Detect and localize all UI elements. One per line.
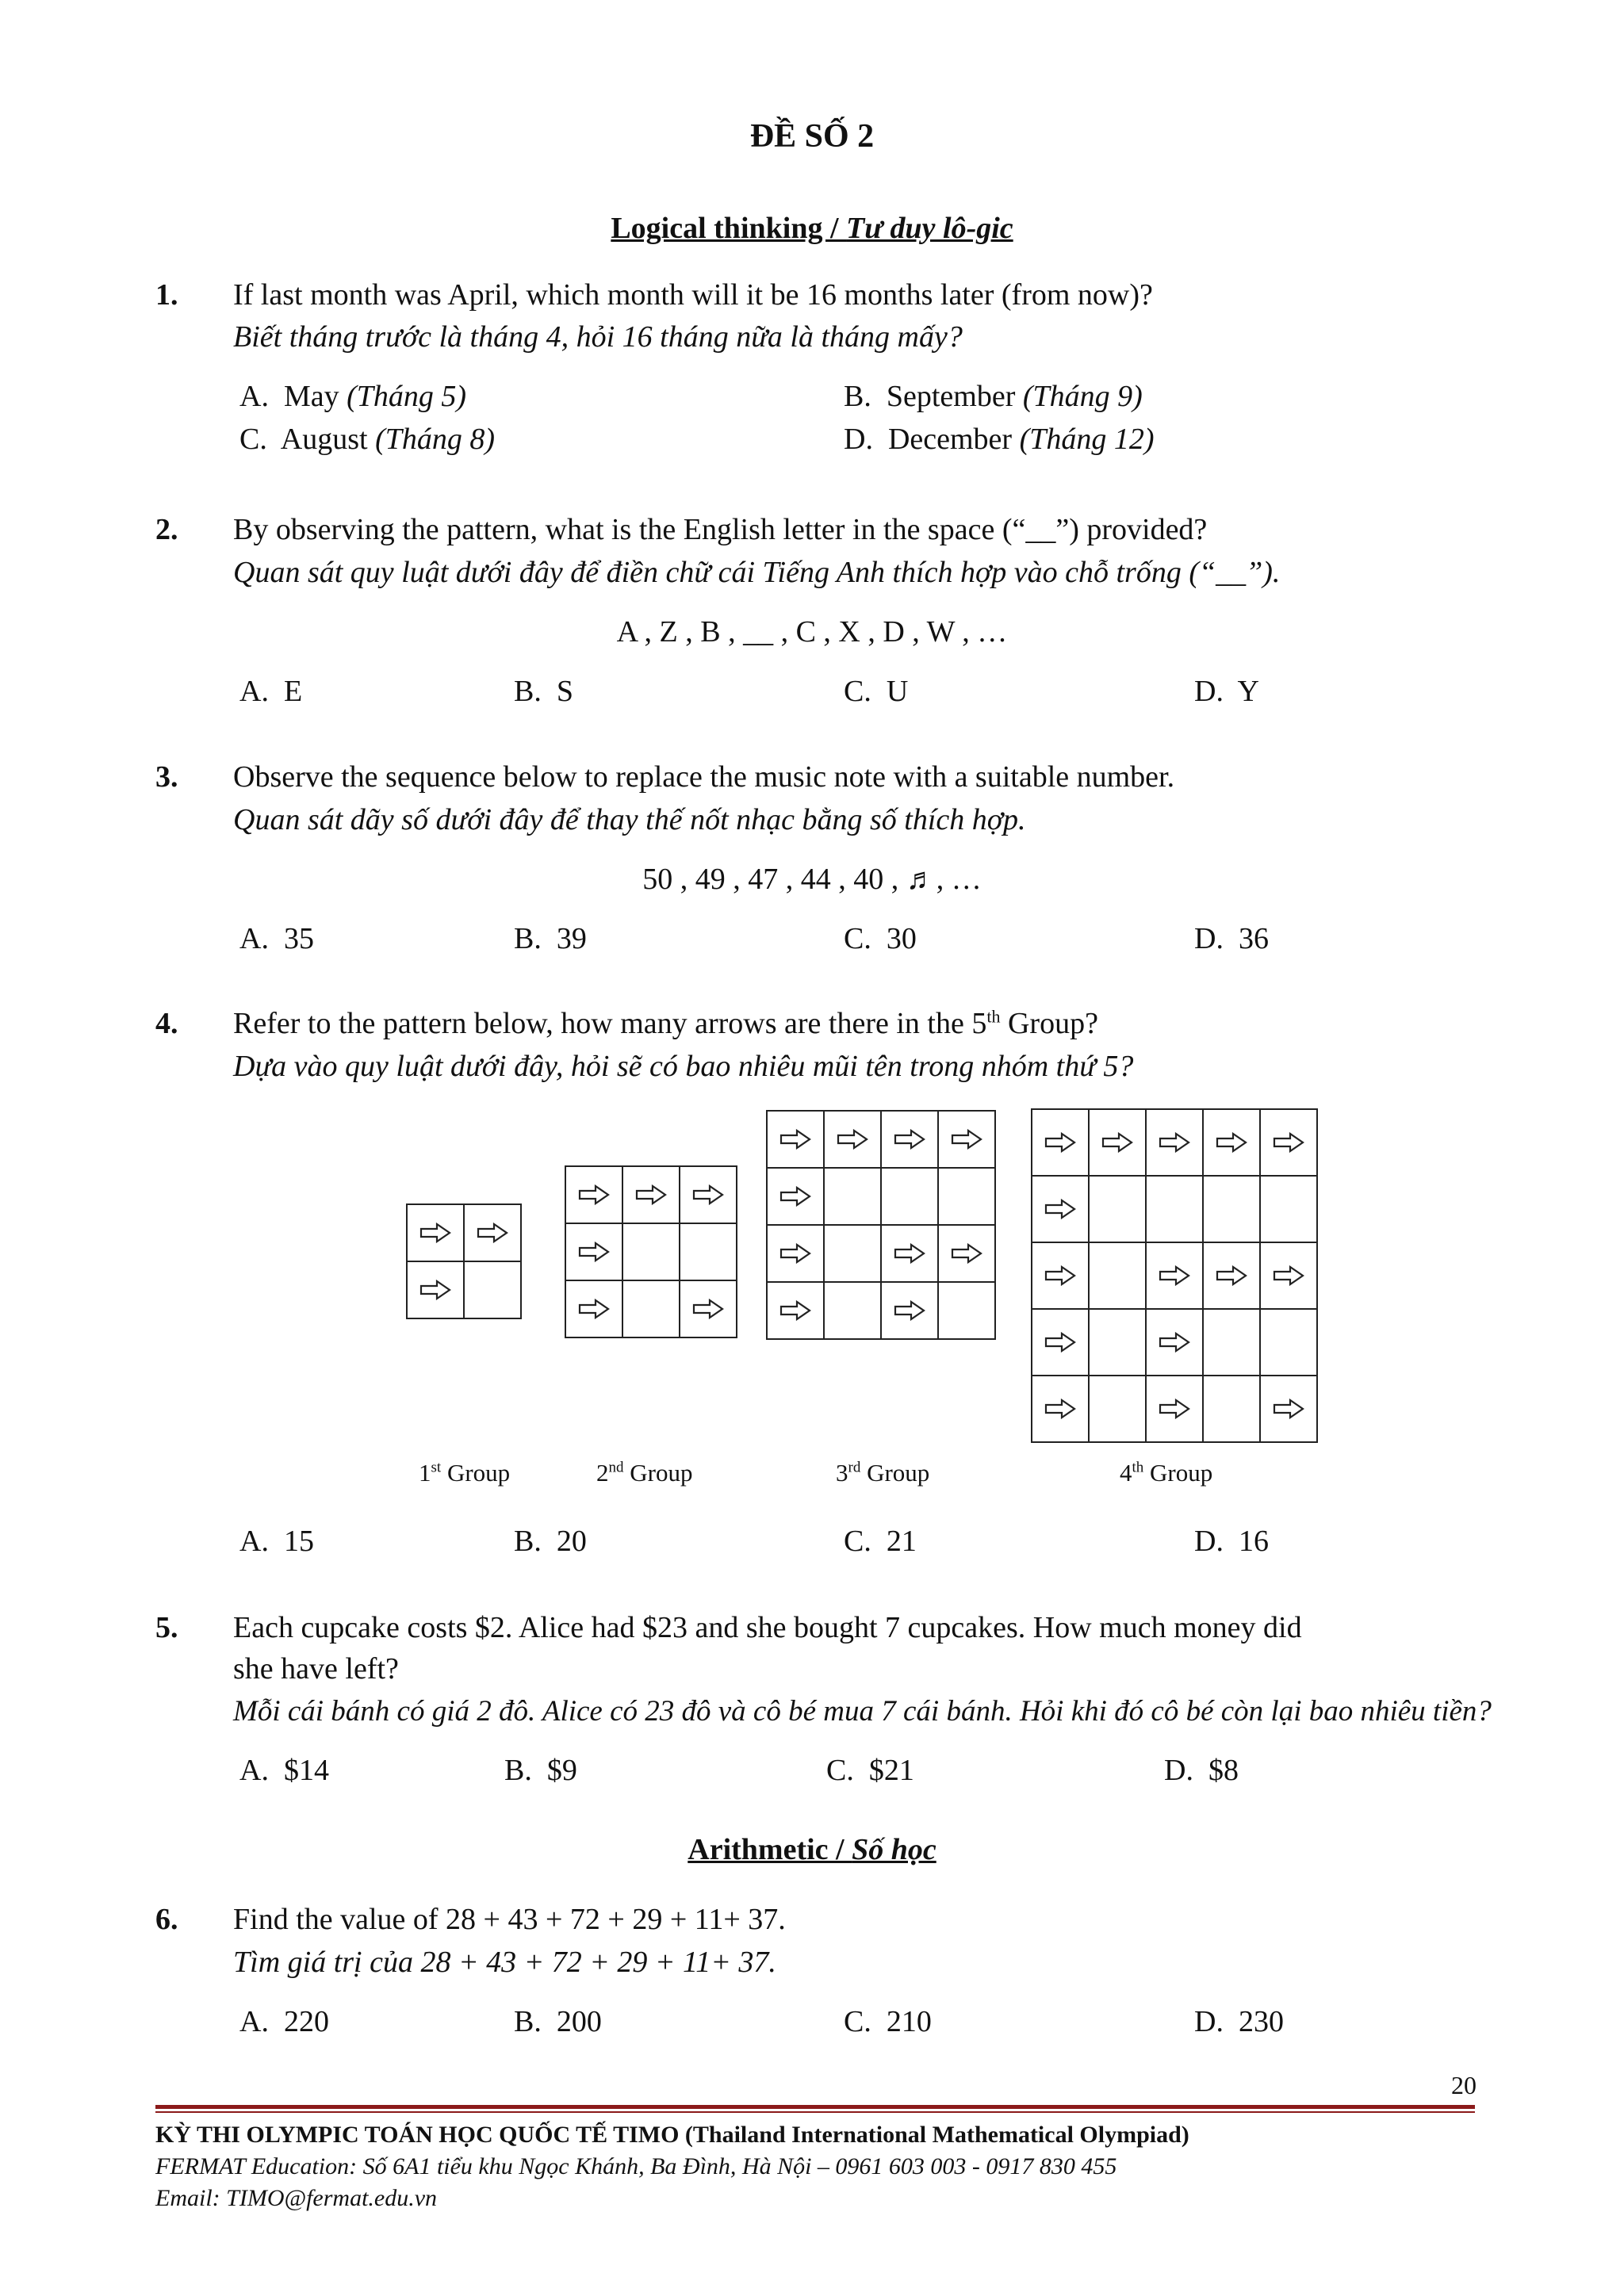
arrow-icon	[1159, 1265, 1190, 1286]
question-text-en: If last month was April, which month will it be 16 months later (from now)?	[233, 278, 1153, 312]
arrow-group-4	[1031, 1108, 1316, 1402]
option-text: 21	[886, 1525, 917, 1558]
footer-divider	[155, 2105, 1475, 2109]
section-heading-vi: Tư duy lô-gic	[846, 212, 1013, 245]
grid-cell	[880, 1167, 939, 1226]
question-text-en: Each cupcake costs $2. Alice had $23 and she bought 7 cupcakes. How much money did	[233, 1611, 1302, 1644]
option-text: May	[283, 380, 339, 413]
answer-option	[514, 1524, 587, 1559]
grid-cell	[1202, 1242, 1261, 1310]
option-letter: B.	[504, 1754, 532, 1787]
group-label-ordinal: nd	[608, 1459, 624, 1476]
question-text-vi: Biết tháng trước là tháng 4, hỏi 16 tháng nữa là tháng mấy?	[233, 320, 963, 354]
grid-cell	[880, 1224, 939, 1283]
page-title: ĐỀ SỐ 2	[749, 118, 875, 155]
arrow-icon	[779, 1243, 811, 1264]
grid-cell	[1088, 1108, 1147, 1177]
answer-option	[1194, 2004, 1284, 2039]
option-letter: A.	[239, 2005, 269, 2038]
arrow-icon	[1273, 1399, 1304, 1419]
arrow-icon	[894, 1129, 925, 1150]
group-label	[419, 1459, 510, 1487]
question-text-vi: Quan sát quy luật dưới đây để điền chữ cái Tiếng Anh thích hợp vào chỗ trống (“__”).	[233, 556, 1281, 589]
grid-cell	[1259, 1175, 1318, 1243]
option-letter: C.	[844, 675, 871, 708]
grid-cell	[622, 1280, 680, 1338]
option-text: 20	[556, 1525, 587, 1558]
question-text-en: By observing the pattern, what is the English letter in the space (“__”) provided?	[233, 513, 1208, 546]
number-sequence: 50 , 49 , 47 , 44 , 40 , ♬, …	[642, 863, 982, 896]
option-text-vi: (Tháng 9)	[1022, 380, 1143, 413]
section-heading-vi: Số học	[852, 1833, 936, 1866]
answer-option	[1194, 674, 1259, 709]
grid-cell	[937, 1167, 996, 1226]
answer-option	[239, 379, 466, 414]
option-text: 39	[556, 922, 587, 955]
option-text: 16	[1238, 1525, 1269, 1558]
question-number: 2.	[155, 513, 178, 546]
grid-cell	[1031, 1108, 1090, 1177]
option-letter: A.	[239, 380, 269, 413]
grid-cell	[679, 1223, 737, 1281]
option-letter: B.	[514, 2005, 542, 2038]
option-letter: C.	[844, 1525, 871, 1558]
option-text: 210	[886, 2005, 932, 2038]
grid-cell	[823, 1281, 882, 1340]
answer-option	[844, 2004, 932, 2039]
arrow-icon	[1273, 1265, 1304, 1286]
option-letter: B.	[514, 1525, 542, 1558]
question-number: 4.	[155, 1007, 178, 1040]
footer-divider	[155, 2111, 1475, 2113]
answer-option	[239, 921, 314, 956]
section-heading-en: Arithmetic /	[688, 1833, 852, 1866]
arrow-icon	[951, 1243, 982, 1264]
option-letter: B.	[514, 922, 542, 955]
arrow-group-2	[565, 1165, 736, 1337]
answer-option	[1194, 921, 1269, 956]
question-number: 5.	[155, 1611, 178, 1644]
answer-option	[1164, 1753, 1239, 1788]
arrow-icon	[578, 1242, 610, 1262]
arrow-group-1	[406, 1203, 520, 1318]
grid-cell	[406, 1203, 465, 1262]
grid-cell	[937, 1224, 996, 1283]
group-label-text: Group	[1143, 1459, 1213, 1487]
option-letter: C.	[844, 922, 871, 955]
grid-cell	[1088, 1242, 1147, 1310]
arrow-icon	[578, 1299, 610, 1319]
option-text: $14	[283, 1754, 329, 1787]
question-text-part: Group?	[1000, 1007, 1098, 1040]
arrow-icon	[1044, 1332, 1076, 1353]
answer-option	[844, 1524, 917, 1559]
option-text: 15	[283, 1525, 314, 1558]
grid-cell	[880, 1110, 939, 1169]
option-text: 220	[283, 2005, 329, 2038]
group-label	[1120, 1459, 1212, 1487]
question-number: 1.	[155, 278, 178, 312]
grid-cell	[1088, 1375, 1147, 1443]
group-label	[836, 1459, 929, 1487]
arrow-icon	[1216, 1265, 1247, 1286]
grid-cell	[1145, 1308, 1204, 1376]
letter-sequence: A , Z , B , __ , C , X , D , W , …	[616, 615, 1008, 649]
arrow-icon	[419, 1280, 451, 1300]
group-label-number: 4	[1120, 1459, 1132, 1487]
grid-cell	[679, 1280, 737, 1338]
arrow-icon	[779, 1186, 811, 1207]
option-letter: A.	[239, 1754, 269, 1787]
answer-option	[239, 422, 495, 457]
answer-option	[239, 1524, 314, 1559]
option-text: August	[280, 423, 368, 456]
arrow-icon	[578, 1184, 610, 1205]
answer-option	[514, 674, 573, 709]
footer-address: FERMAT Education: Số 6A1 tiểu khu Ngọc Khánh, Ba Đình, Hà Nội – 0961 603 003 - 0917 830 455	[155, 2153, 1117, 2179]
arrow-icon	[894, 1300, 925, 1321]
arrow-icon	[1044, 1199, 1076, 1219]
arrow-icon	[894, 1243, 925, 1264]
answer-option	[239, 2004, 329, 2039]
arrow-icon	[1159, 1332, 1190, 1353]
answer-option	[844, 674, 908, 709]
arrow-icon	[1044, 1132, 1076, 1153]
option-text-vi: (Tháng 5)	[347, 380, 467, 413]
grid-cell	[622, 1223, 680, 1281]
grid-cell	[679, 1165, 737, 1224]
group-label-ordinal: rd	[848, 1459, 861, 1476]
question-text-part: Refer to the pattern below, how many arrows are there in the 5	[233, 1007, 987, 1040]
grid-cell	[1145, 1375, 1204, 1443]
grid-cell	[1259, 1242, 1318, 1310]
grid-cell	[1145, 1175, 1204, 1243]
arrow-icon	[779, 1129, 811, 1150]
arrow-icon	[692, 1299, 724, 1319]
question-text-vi: Quan sát dãy số dưới đây để thay thế nốt nhạc bằng số thích hợp.	[233, 803, 1026, 836]
arrow-icon	[1159, 1399, 1190, 1419]
grid-cell	[766, 1110, 825, 1169]
grid-cell	[1202, 1175, 1261, 1243]
grid-cell	[1031, 1175, 1090, 1243]
question-text-vi: Mỗi cái bánh có giá 2 đô. Alice có 23 đô và cô bé mua 7 cái bánh. Hỏi khi đó cô bé còn lại bao nhiêu tiền?	[233, 1695, 1492, 1728]
option-text: 230	[1238, 2005, 1284, 2038]
question-text-en	[233, 1006, 1098, 1041]
group-label-number: 3	[836, 1459, 848, 1487]
grid-cell	[766, 1224, 825, 1283]
grid-cell	[880, 1281, 939, 1340]
footer-email: Email: TIMO@fermat.edu.vn	[155, 2185, 438, 2211]
question-text-sup: th	[986, 1006, 1001, 1027]
option-text: S	[556, 675, 573, 708]
option-letter: D.	[1194, 922, 1224, 955]
arrow-icon	[951, 1129, 982, 1150]
answer-option	[844, 422, 1155, 457]
arrow-icon	[1216, 1132, 1247, 1153]
option-text-vi: (Tháng 12)	[1019, 423, 1155, 456]
grid-cell	[1259, 1108, 1318, 1177]
grid-cell	[766, 1167, 825, 1226]
answer-option	[844, 921, 917, 956]
answer-option	[504, 1753, 577, 1788]
grid-cell	[463, 1203, 522, 1262]
grid-cell	[1202, 1108, 1261, 1177]
option-text: September	[886, 380, 1016, 413]
group-label-text: Group	[623, 1459, 693, 1487]
arrow-icon	[477, 1223, 508, 1243]
option-text: Y	[1237, 675, 1259, 708]
grid-cell	[1202, 1308, 1261, 1376]
grid-cell	[1088, 1175, 1147, 1243]
option-text: E	[283, 675, 303, 708]
arrow-icon	[1101, 1132, 1133, 1153]
option-letter: D.	[1194, 675, 1224, 708]
option-letter: A.	[239, 922, 269, 955]
option-letter: D.	[1164, 1754, 1193, 1787]
arrow-icon	[1273, 1132, 1304, 1153]
grid-cell	[937, 1110, 996, 1169]
arrow-icon	[1159, 1132, 1190, 1153]
question-text-en-cont: she have left?	[233, 1652, 399, 1686]
option-letter: C.	[239, 423, 267, 456]
grid-cell	[766, 1281, 825, 1340]
page-number: 20	[1451, 2071, 1477, 2099]
grid-cell	[622, 1165, 680, 1224]
grid-cell	[1031, 1308, 1090, 1376]
grid-cell	[823, 1224, 882, 1283]
section-heading-en: Logical thinking /	[611, 212, 847, 245]
grid-cell	[1259, 1308, 1318, 1376]
option-letter: B.	[844, 380, 871, 413]
group-label-ordinal: th	[1132, 1459, 1144, 1476]
grid-cell	[565, 1280, 623, 1338]
group-label-ordinal: st	[431, 1459, 442, 1476]
group-label	[596, 1459, 692, 1487]
grid-cell	[1031, 1242, 1090, 1310]
option-letter: C.	[826, 1754, 854, 1787]
group-label-text: Group	[441, 1459, 511, 1487]
question-text-en: Observe the sequence below to replace the music note with a suitable number.	[233, 760, 1175, 794]
grid-cell	[1145, 1108, 1204, 1177]
option-text: 35	[283, 922, 314, 955]
option-text: U	[886, 675, 909, 708]
question-text-vi: Tìm giá trị của 28 + 43 + 72 + 29 + 11+ 37.	[233, 1946, 776, 1979]
grid-cell	[937, 1281, 996, 1340]
arrow-icon	[1044, 1399, 1076, 1419]
section-heading-logical	[0, 211, 1624, 246]
grid-cell	[1031, 1375, 1090, 1443]
answer-option	[239, 674, 302, 709]
grid-cell	[1259, 1375, 1318, 1443]
answer-option	[514, 2004, 602, 2039]
option-text: December	[887, 423, 1013, 456]
section-heading-arithmetic	[0, 1832, 1624, 1867]
grid-cell	[823, 1110, 882, 1169]
question-number: 6.	[155, 1903, 178, 1936]
option-text: 200	[556, 2005, 602, 2038]
question-text-vi: Dựa vào quy luật dưới đây, hỏi sẽ có bao nhiêu mũi tên trong nhóm thứ 5?	[233, 1050, 1134, 1083]
arrow-icon	[635, 1184, 667, 1205]
option-text: 36	[1238, 922, 1269, 955]
option-text: $8	[1208, 1754, 1239, 1787]
grid-cell	[463, 1261, 522, 1319]
option-letter: A.	[239, 675, 269, 708]
question-number: 3.	[155, 760, 178, 794]
option-letter: B.	[514, 675, 542, 708]
grid-cell	[1145, 1242, 1204, 1310]
option-letter: D.	[1194, 2005, 1224, 2038]
option-text: $21	[868, 1754, 914, 1787]
arrow-icon	[779, 1300, 811, 1321]
group-label-text: Group	[860, 1459, 930, 1487]
grid-cell	[406, 1261, 465, 1319]
arrow-group-3	[766, 1110, 994, 1338]
grid-cell	[1088, 1308, 1147, 1376]
option-letter: D.	[1194, 1525, 1224, 1558]
option-letter: C.	[844, 2005, 871, 2038]
grid-cell	[565, 1165, 623, 1224]
option-letter: D.	[844, 423, 873, 456]
option-text: $9	[546, 1754, 577, 1787]
group-label-number: 1	[419, 1459, 431, 1487]
grid-cell	[565, 1223, 623, 1281]
grid-cell	[823, 1167, 882, 1226]
answer-option	[514, 921, 587, 956]
arrow-icon	[837, 1129, 868, 1150]
option-text: 30	[886, 922, 917, 955]
answer-option	[239, 1753, 329, 1788]
answer-option	[1194, 1524, 1269, 1559]
arrow-icon	[419, 1223, 451, 1243]
answer-option	[844, 379, 1143, 414]
grid-cell	[1202, 1375, 1261, 1443]
option-text-vi: (Tháng 8)	[375, 423, 496, 456]
answer-option	[826, 1753, 914, 1788]
question-text-en: Find the value of 28 + 43 + 72 + 29 + 11+ 37.	[233, 1903, 786, 1936]
arrow-icon	[692, 1184, 724, 1205]
option-letter: A.	[239, 1525, 269, 1558]
group-label-number: 2	[596, 1459, 609, 1487]
arrow-icon	[1044, 1265, 1076, 1286]
footer-competition-name: KỲ THI OLYMPIC TOÁN HỌC QUỐC TẾ TIMO (Thailand International Mathematical Olympiad)	[155, 2122, 1189, 2148]
